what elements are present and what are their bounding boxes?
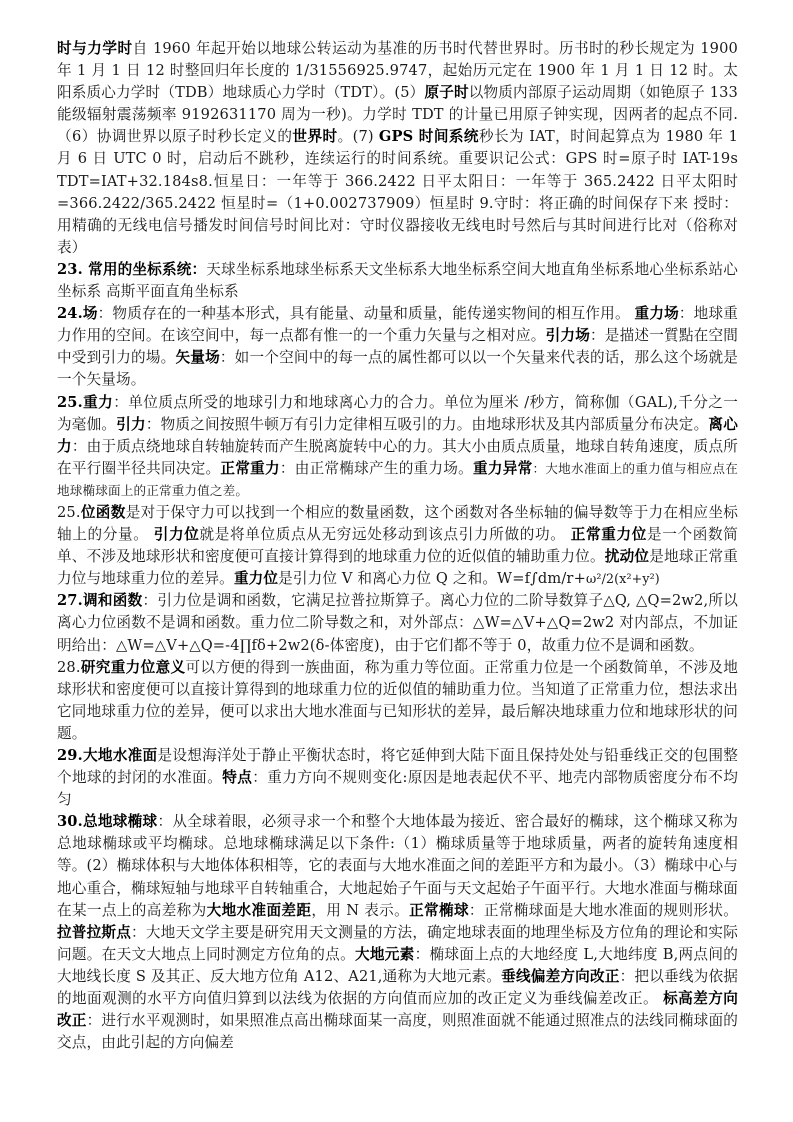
term-heading: 离心力 [57, 415, 738, 455]
paragraph [57, 259, 738, 303]
body-text: 自 1960 年起开始以地球公转运动为基准的历书时代替世界时。历书时的秒长规定为 1900 年 1 月 1 日 12 时整回归年长度的 1/31556925.9747，起始历元定在 1900 年 1 月 1 日 12 时。太阳系质心力学时（TDB）地球质心力学时（TDT）。(5） [57, 40, 738, 102]
paragraph [57, 657, 738, 745]
body-text: ：重力方向不规则变化:原因是地表起伏不平、地壳内部物质密度分布不均匀 [57, 769, 738, 809]
term-heading: 重力场 [634, 305, 679, 323]
term-heading: 正常椭球 [409, 901, 469, 919]
body-text: 天球坐标系地球坐标系天文坐标系大地坐标系空间大地直角坐标系地心坐标系站心坐标系 高斯平面直角坐标系 [57, 260, 738, 301]
paragraph [57, 392, 738, 502]
term-heading: 拉普拉斯点 [57, 923, 132, 941]
body-text: 以物质内部原子运动周期（如铯原子 133 能级辐射震荡频率 9192631170 周为一秒)。力学时 TDT 的计量已用原子钟实现，因两者的起点不同.（6）协调世界以原子时秒长定义的 [57, 84, 738, 146]
term-heading: 研究重力位意义 [80, 658, 186, 676]
term-heading: 时与力学时 [57, 40, 133, 57]
term-heading: 特点 [222, 769, 253, 787]
term-heading: 扰动位 [604, 548, 650, 566]
body-text: 是设想海洋处于静止平衡状态时，将它延伸到大陆下面且保持处处与铅垂线正交的包围整个地球的封闭的水准面。 [57, 747, 738, 787]
paragraph [57, 502, 738, 590]
term-heading: 位函数 [80, 503, 126, 521]
body-text: ：正常椭球面是大地水准面的规则形状。 [468, 901, 738, 919]
body-text: ：物质存在的一种基本形式，具有能量、动量和质量，能传递实物间的相互作用。 [97, 305, 635, 323]
term-heading: 垂线偏差方向改正 [501, 967, 620, 985]
term-heading: 27.调和函数 [57, 592, 143, 610]
term-heading: 重力位 [233, 570, 279, 588]
paragraph [57, 38, 738, 259]
body-text: ：是描述一質點在空間中受到引力的場。 [57, 327, 738, 367]
body-text: ：大地水准面上的重力值与相应点在地球椭球面上的正常重力值之差。 [57, 460, 739, 498]
term-heading: 29.大地水准面 [57, 747, 158, 764]
term-heading: 24.场 [57, 305, 98, 323]
body-text: 可以方便的得到一族曲面，称为重力等位面。正常重力位是一个函数简单，不涉及地球形状和密度便可以直接计算得到的地球重力位的近似值的辅助重力位。当知道了正常重力位，想法求出它同地球重力位的差异，便可以求出大地水准面与已知形状的差异，最后解决地球重力位和地球形状的问题。 [57, 658, 738, 742]
paragraph [57, 303, 738, 391]
body-text: ：把以垂线为依据的地面观测的水平方向值归算到以法线为依据的方向值而应加的改正定义为垂线偏差改正。 [57, 967, 739, 1008]
paragraph [57, 811, 738, 1054]
body-text: ：椭球面上点的大地经度 L,大地纬度 B,两点间的大地线长度 S 及其正、反大地方位角 A12、A21,通称为大地元素。 [57, 945, 738, 985]
body-text: ：引力位是调和函数，它满足拉普拉斯算子。离心力位的二阶导数算子△Q, △Q=2w2,所以离心力位函数不是调和函数。重力位二阶导数之和，对外部点：△W=△V+△Q=2w2 对内部点，不加证明给出：△W=△V+△Q=-4∏fδ+2w2(δ-体密度)，由于它们都不等于 0，故重力位不是调和函数。 [57, 592, 738, 654]
body-text: ：由正常椭球产生的重力场。 [279, 459, 473, 477]
term-heading: 矢量场 [175, 349, 220, 367]
term-heading: 23. 常用的坐标系统： [57, 260, 207, 278]
body-text: 25. [57, 503, 81, 521]
term-heading: 重力异常 [473, 459, 533, 477]
body-text: ω²/2(x²+y²) [585, 571, 660, 587]
term-heading: 原子时 [424, 84, 469, 102]
body-text: ：物质之间按照牛顿万有引力定律相互吸引的力。由地球形状及其内部质量分布决定。 [145, 415, 709, 433]
term-heading: 25.重力 [57, 393, 114, 411]
term-heading: GPS 时间系统 [378, 128, 479, 146]
term-heading: 引力 [116, 415, 146, 433]
body-text: ：地球重力作用的空间。在该空间中，每一点都有惟一的一个重力矢量与之相对应。 [57, 305, 738, 345]
body-text: ：如一个空间中的每一点的属性都可以以一个矢量来代表的话，那么这个场就是一个矢量场。 [57, 349, 738, 389]
body-text: ：从全球着眼，必须寻求一个和整个大地体最为接近、密合最好的椭球，这个椭球又称为总地球椭球或平均椭球。总地球椭球满足以下条件:（1）椭球质量等于地球质量，两者的旋转角速度相等。(2）椭球体积与大地体体积相等，它的表面与大地水准面之间的差距平方和为最小。（3）椭球中心与地心重合，椭球短轴与地球平自转轴重合，大地起始子午面与天文起始子午面平行。大地水准面与椭球面在某一点上的高差称为 [57, 813, 738, 919]
term-heading: 大地水准面差距 [206, 901, 312, 919]
term-heading: 30.总地球椭球 [57, 813, 158, 831]
body-text: 是地球正常重力位与地球重力位的差异。 [57, 548, 738, 588]
body-text: ：进行水平观测时，如果照准点高出椭球面某一高度，则照准面就不能通过照准点的法线同椭球面的交点，由此引起的方向偏差 [57, 1012, 738, 1052]
term-heading: 正常重力位 [570, 526, 648, 544]
body-text: ，用 N 表示。 [311, 901, 410, 919]
term-heading: 大地元素 [354, 945, 415, 963]
body-text: 是一个函数简单、不涉及地球形状和密度便可直接计算得到的地球重力位的近似值的辅助重力位。 [57, 526, 738, 566]
body-text: ：单位质点所受的地球引力和地球离心力的合力。单位为厘米 /秒方，简称伽（GAL),千分之一为毫伽。 [57, 393, 739, 433]
term-heading: 世界时 [292, 128, 338, 146]
term-heading: 标高差方向改正 [57, 990, 738, 1030]
body-text: ：由于质点绕地球自转轴旋转而产生脱离旋转中心的力。其大小由质点质量，地球自转角速度，质点所在平行圈半径共同决定。 [57, 437, 738, 477]
term-heading: 引力位 [153, 526, 200, 544]
body-text: 是对于保守力可以找到一个相应的数量函数，这个函数对各坐标轴的偏导数等于力在相应坐标轴上的分量。 [57, 503, 738, 544]
document-page [57, 38, 738, 1054]
paragraph [57, 590, 738, 656]
body-text: ：大地天文学主要是研究用天文测量的方法，确定地球表面的地理坐标及方位角的理论和实际问题。在天文大地点上同时测定方位角的点。 [57, 923, 738, 963]
body-text: 秒长为 IAT，时间起算点为 1980 年 1 月 6 日 UTC 0 时，启动后不跳秒，连续运行的时间系统。重要识记公式：GPS 时=原子时 IAT-19s TDT=IAT+32.184s8.恒星日：一年等于 366.2422 日平太阳日：一年等于 365.2422 日平太阳时=366.2422/365.2422 恒星时=（1+0.002737909）恒星时 9.守时：将正确的时间保存下来 授时：用精确的无线电信号播发时间信号时间比对：守时仪器接收无线电时号然后与其时间进行比对（俗称对表） [57, 128, 738, 256]
paragraph [57, 745, 738, 811]
body-text: 是引力位 V 和离心力位 Q 之和。W=f∫dm/r+ [278, 570, 586, 588]
body-text: 28. [57, 658, 81, 676]
body-text: 。(7) [337, 128, 379, 146]
term-heading: 正常重力 [220, 459, 280, 477]
body-text: 就是将单位质点从无穷远处移动到该点引力所做的功。 [199, 526, 571, 544]
term-heading: 引力场 [545, 327, 590, 345]
